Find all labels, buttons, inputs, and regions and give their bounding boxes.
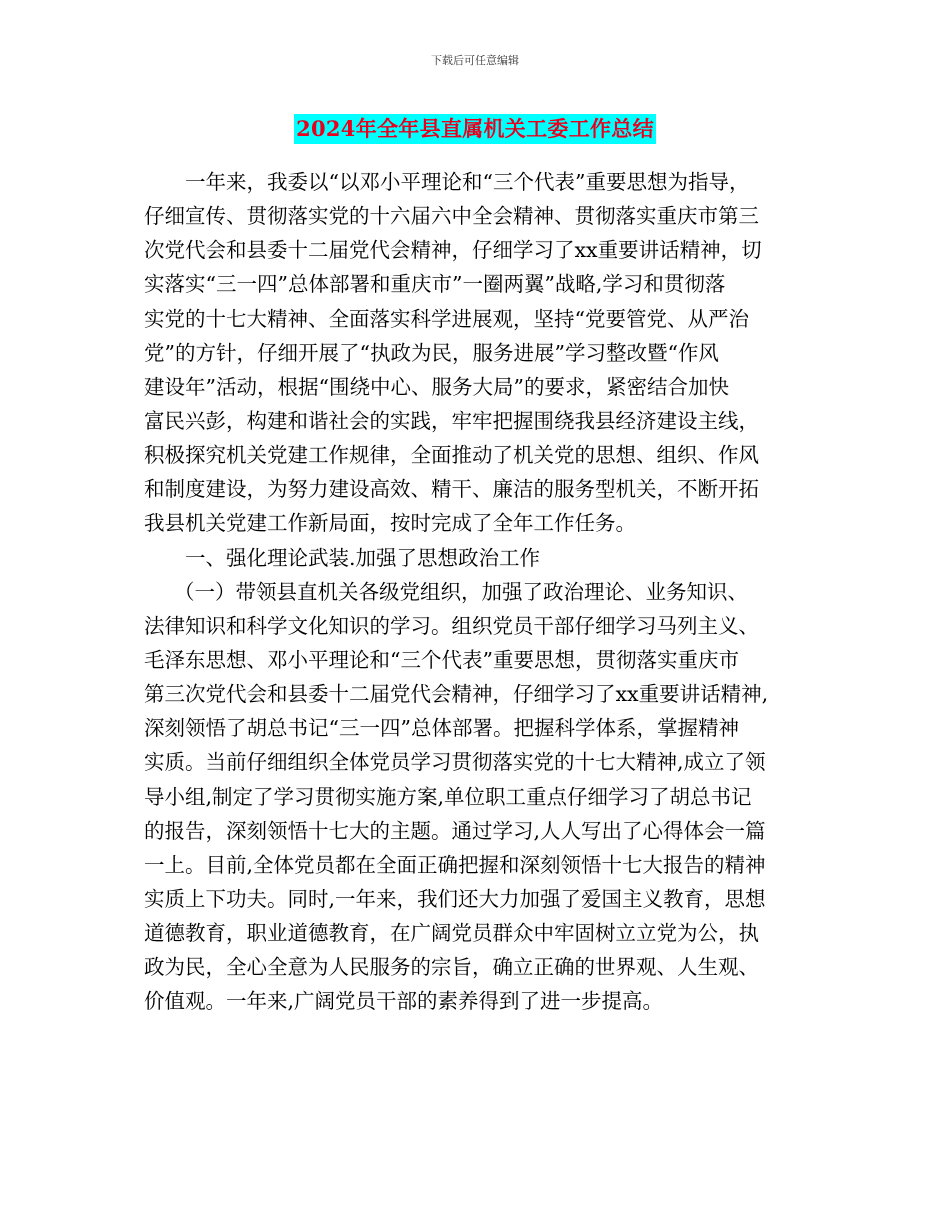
- text-line: 法律知识和科学文化知识的学习。组织党员干部仔细学习马列主义、: [144, 613, 759, 638]
- text-line: 的报告，深刻领悟十七大的主题。通过学习,人人写出了心得体会一篇: [144, 818, 766, 843]
- page-header-note: 下载后可任意编辑: [431, 54, 519, 67]
- text-line: 一上。目前,全体党员都在全面正确把握和深刻领悟十七大报告的精神: [144, 852, 766, 877]
- text-line: 仔细宣传、贯彻落实党的十六届六中全会精神、贯彻落实重庆市第三: [144, 204, 759, 229]
- text-line: 实党的十七大精神、全面落实科学进展观，坚持“党要管党、从严治: [144, 306, 749, 331]
- text-line: （一）带领县直机关各级党组织，加强了政治理论、业务知识、: [174, 579, 748, 604]
- text-line: 富民兴彭，构建和谐社会的实践，牢牢把握围绕我县经济建设主线，: [144, 408, 759, 433]
- text-line: 实质。当前仔细组织全体党员学习贯彻落实党的十七大精神,成立了领: [144, 750, 766, 775]
- text-line: 次党代会和县委十二届党代会精神，仔细学习了xx重要讲话精神，切: [144, 238, 762, 263]
- text-line: 党”的方针，仔细开展了“执政为民，服务进展”学习整改暨“作风: [144, 340, 719, 365]
- document-title: 2024年全年县直属机关工委工作总结: [294, 114, 656, 144]
- text-line: 毛泽东思想、邓小平理论和“三个代表”重要思想，贯彻落实重庆市: [144, 647, 739, 672]
- paragraph-intro: [144, 165, 809, 541]
- text-line: 实质上下功夫。同时,一年来，我们还大力加强了爱国主义教育，思想: [144, 886, 766, 911]
- text-line: 政为民，全心全意为人民服务的宗旨，确立正确的世界观、人生观、: [144, 955, 759, 980]
- text-line: 我县机关党建工作新局面，按时完成了全年工作任务。: [144, 511, 636, 536]
- text-line: 道德教育，职业道德教育，在广阔党员群众中牢固树立立党为公，执: [144, 921, 759, 946]
- section-heading: [144, 541, 809, 575]
- text-line: 实落实“三一四”总体部署和重庆市”一圈两翼”战略,学习和贯彻落: [144, 272, 726, 297]
- text-line: 积极探究机关党建工作规律，全面推动了机关党的思想、组织、作风: [144, 443, 759, 468]
- paragraph-subsection-1: [144, 575, 809, 1019]
- title-container: [0, 114, 950, 144]
- text-line: 第三次党代会和县委十二届党代会精神，仔细学习了xx重要讲话精神,: [144, 682, 769, 707]
- text-line: 导小组,制定了学习贯彻实施方案,单位职工重点仔细学习了胡总书记: [144, 784, 752, 809]
- text-line: 一年来，我委以“以邓小平理论和“三个代表”重要思想为指导，: [185, 170, 750, 194]
- text-line: 深刻领悟了胡总书记“三一四”总体部署。把握科学体系，掌握精神: [144, 716, 739, 741]
- text-line: 建设年”活动，根据“围绕中心、服务大局”的要求，紧密结合加快: [144, 374, 729, 399]
- document-body: [144, 165, 809, 1019]
- section-heading-text: 一、强化理论武装.加强了思想政治工作: [185, 545, 541, 570]
- text-line: 价值观。一年来,广阔党员干部的素养得到了进一步提高。: [144, 989, 664, 1014]
- text-line: 和制度建设，为努力建设高效、精干、廉洁的服务型机关，不断开拓: [144, 477, 759, 502]
